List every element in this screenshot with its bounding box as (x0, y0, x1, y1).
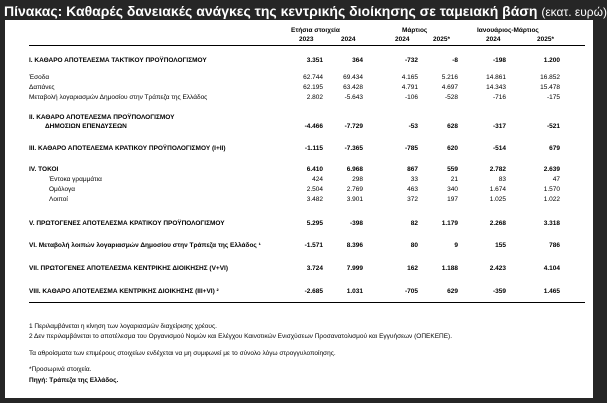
title-text: Πίνακας: Καθαρές δανειακές ανάγκες της κεντρικής διοίκησης σε ταμειακή βάση (4, 3, 538, 19)
bottom-rule (29, 302, 585, 303)
cell: -732 (404, 57, 418, 64)
cell: 14.861 (486, 74, 506, 81)
cell: 63.428 (343, 84, 363, 91)
cell: 62.744 (303, 74, 323, 81)
cell: -528 (444, 94, 458, 101)
cell: 83 (498, 176, 506, 183)
row-label: V. ΠΡΩΤΟΓΕΝΕΣ ΑΠΟΤΕΛΕΣΜΑ ΚΡΑΤΙΚΟΥ ΠΡΟΫΠΟΛΟΓΙΣΜΟΥ (29, 220, 225, 227)
row-label: Μεταβολή λογαριασμών Δημοσίου στην Τράπεζα της Ελλάδος (29, 94, 208, 101)
cell: 629 (447, 288, 458, 295)
page-title (4, 3, 607, 19)
row-label: Ομόλογα (49, 186, 76, 193)
cell: 3.482 (306, 196, 323, 203)
cell: -716 (492, 94, 506, 101)
header-year: 2024 (395, 36, 410, 43)
footnote: 2 Δεν περιλαμβάνεται το αποτέλεσμα του Οργανισμού Νομών και Ελέγχου Καινοτικών Ενισχύσεων Προσανατολισμού και Εγγυήσεων (ΟΠΕΚΕΠΕ). (29, 333, 453, 340)
row-label: IV. ΤΟΚΟΙ (29, 166, 59, 173)
cell: 155 (495, 242, 506, 249)
cell: 463 (407, 186, 418, 193)
header-rule (29, 45, 585, 46)
cell: 372 (407, 196, 418, 203)
header-jan-mar: Ιανουάριος-Μάρτιος (477, 27, 539, 34)
cell: 5.216 (441, 74, 458, 81)
cell: -53 (408, 123, 418, 130)
row-label: Έντοκα γραμμάτια (49, 176, 102, 183)
header-year: 2024 (341, 36, 356, 43)
cell: 4.104 (543, 265, 560, 272)
cell: 340 (447, 186, 458, 193)
cell: -175 (546, 94, 560, 101)
cell: 1.188 (441, 265, 458, 272)
title-unit: (εκατ. ευρώ) (541, 5, 607, 19)
cell: 298 (352, 176, 363, 183)
cell: 15.478 (540, 84, 560, 91)
cell: -317 (492, 123, 506, 130)
row-label: II. ΚΑΘΑΡΟ ΑΠΟΤΕΛΕΣΜΑ ΠΡΟΫΠΟΛΟΓΙΣΜΟΥ (29, 114, 175, 121)
cell: 2.782 (489, 166, 506, 173)
cell: -1.115 (304, 145, 323, 152)
header-year: 2023 (299, 36, 314, 43)
cell: -106 (404, 94, 418, 101)
cell: 4.165 (401, 74, 418, 81)
cell: 21 (450, 176, 458, 183)
cell: -7.729 (344, 123, 363, 130)
cell: 6.968 (346, 166, 363, 173)
cell: 1.200 (543, 57, 560, 64)
row-label: III. ΚΑΘΑΡΟ ΑΠΟΤΕΛΕΣΜΑ ΚΡΑΤΙΚΟΥ ΠΡΟΫΠΟΛΟΓΙΣΜΟΥ (I+II) (29, 145, 226, 152)
row-label-cont: ΔΗΜΟΣΙΩΝ ΕΠΕΝΔΥΣΕΩΝ (45, 123, 127, 130)
cell: 82 (410, 220, 418, 227)
cell: 1.674 (489, 186, 506, 193)
rounding-note: Τα αθροίσματα των επιμέρους στοιχείων ενδέχεται να μη συμφωνεί με το σύνολο λόγω στρογγυλοποίησης. (29, 350, 336, 357)
row-label: VI. Μεταβολή λοιπών λογαριασμών Δημοσίου στην Τράπεζα της Ελλάδος ¹ (29, 242, 261, 249)
cell: -198 (492, 57, 506, 64)
cell: 5.295 (306, 220, 323, 227)
source-note: Πηγή: Τράπεζα της Ελλάδος. (29, 377, 119, 384)
cell: 8.396 (346, 242, 363, 249)
cell: -514 (492, 145, 506, 152)
cell: 1.465 (543, 288, 560, 295)
cell: -2.685 (304, 288, 323, 295)
header-annual: Ετήσια στοιχεία (291, 27, 340, 34)
cell: -398 (349, 220, 363, 227)
cell: 2.268 (489, 220, 506, 227)
cell: 4.697 (441, 84, 458, 91)
cell: 62.195 (303, 84, 323, 91)
cell: 3.351 (306, 57, 323, 64)
cell: 2.769 (346, 186, 363, 193)
cell: -785 (404, 145, 418, 152)
row-label: Δαπάνες (29, 84, 55, 91)
cell: 2.504 (306, 186, 323, 193)
cell: 2.423 (489, 265, 506, 272)
row-label: VII. ΠΡΩΤΟΓΕΝΕΣ ΑΠΟΤΕΛΕΣΜΑ ΚΕΝΤΡΙΚΗΣ ΔΙΟΙΚΗΣΗΣ (V+VI) (29, 265, 229, 272)
cell: 1.025 (489, 196, 506, 203)
cell: -4.466 (304, 123, 323, 130)
cell: 197 (447, 196, 458, 203)
cell: -1.571 (304, 242, 323, 249)
cell: 16.852 (540, 74, 560, 81)
row-label: Λοιποί (49, 196, 68, 203)
cell: 47 (552, 176, 560, 183)
cell: -8 (452, 57, 458, 64)
cell: 2.639 (543, 166, 560, 173)
cell: 867 (407, 166, 418, 173)
cell: 1.022 (543, 196, 560, 203)
cell: -5.643 (344, 94, 363, 101)
cell: 1.570 (543, 186, 560, 193)
table-sheet (5, 20, 593, 398)
cell: 9 (454, 242, 458, 249)
cell: 14.343 (486, 84, 506, 91)
header-march: Μάρτιος (402, 27, 428, 34)
cell: 424 (312, 176, 323, 183)
cell: 3.318 (543, 220, 560, 227)
row-label: I. ΚΑΘΑΡΟ ΑΠΟΤΕΛΕΣΜΑ ΤΑΚΤΙΚΟΥ ΠΡΟΫΠΟΛΟΓΙΣΜΟΥ (29, 57, 207, 64)
cell: -521 (546, 123, 560, 130)
cell: 1.031 (346, 288, 363, 295)
header-year: 2025* (433, 36, 450, 43)
cell: 162 (407, 265, 418, 272)
cell: 786 (549, 242, 560, 249)
cell: 3.724 (306, 265, 323, 272)
cell: 6.410 (306, 166, 323, 173)
cell: 628 (447, 123, 458, 130)
row-label: VIII. ΚΑΘΑΡΟ ΑΠΟΤΕΛΕΣΜΑ ΚΕΝΤΡΙΚΗΣ ΔΙΟΙΚΗΣΗΣ (III+VI) ² (29, 288, 219, 295)
cell: 1.179 (441, 220, 458, 227)
row-label: Έσοδα (29, 74, 50, 81)
cell: 364 (352, 57, 363, 64)
cell: 3.901 (346, 196, 363, 203)
cell: 7.999 (346, 265, 363, 272)
cell: 4.791 (401, 84, 418, 91)
cell: -7.365 (344, 145, 363, 152)
footnote: 1 Περιλαμβάνεται η κίνηση των λογαριασμών διαχείρισης χρέους. (29, 323, 217, 330)
header-year: 2024 (486, 36, 501, 43)
cell: 80 (410, 242, 418, 249)
cell: 679 (549, 145, 560, 152)
cell: 559 (447, 166, 458, 173)
cell: 69.434 (343, 74, 363, 81)
header-year: 2025* (537, 36, 554, 43)
cell: 620 (447, 145, 458, 152)
cell: 2.802 (306, 94, 323, 101)
cell: -359 (492, 288, 506, 295)
provisional-note: *Προσωρινά στοιχεία. (29, 366, 92, 373)
cell: -705 (404, 288, 418, 295)
cell: 33 (410, 176, 418, 183)
